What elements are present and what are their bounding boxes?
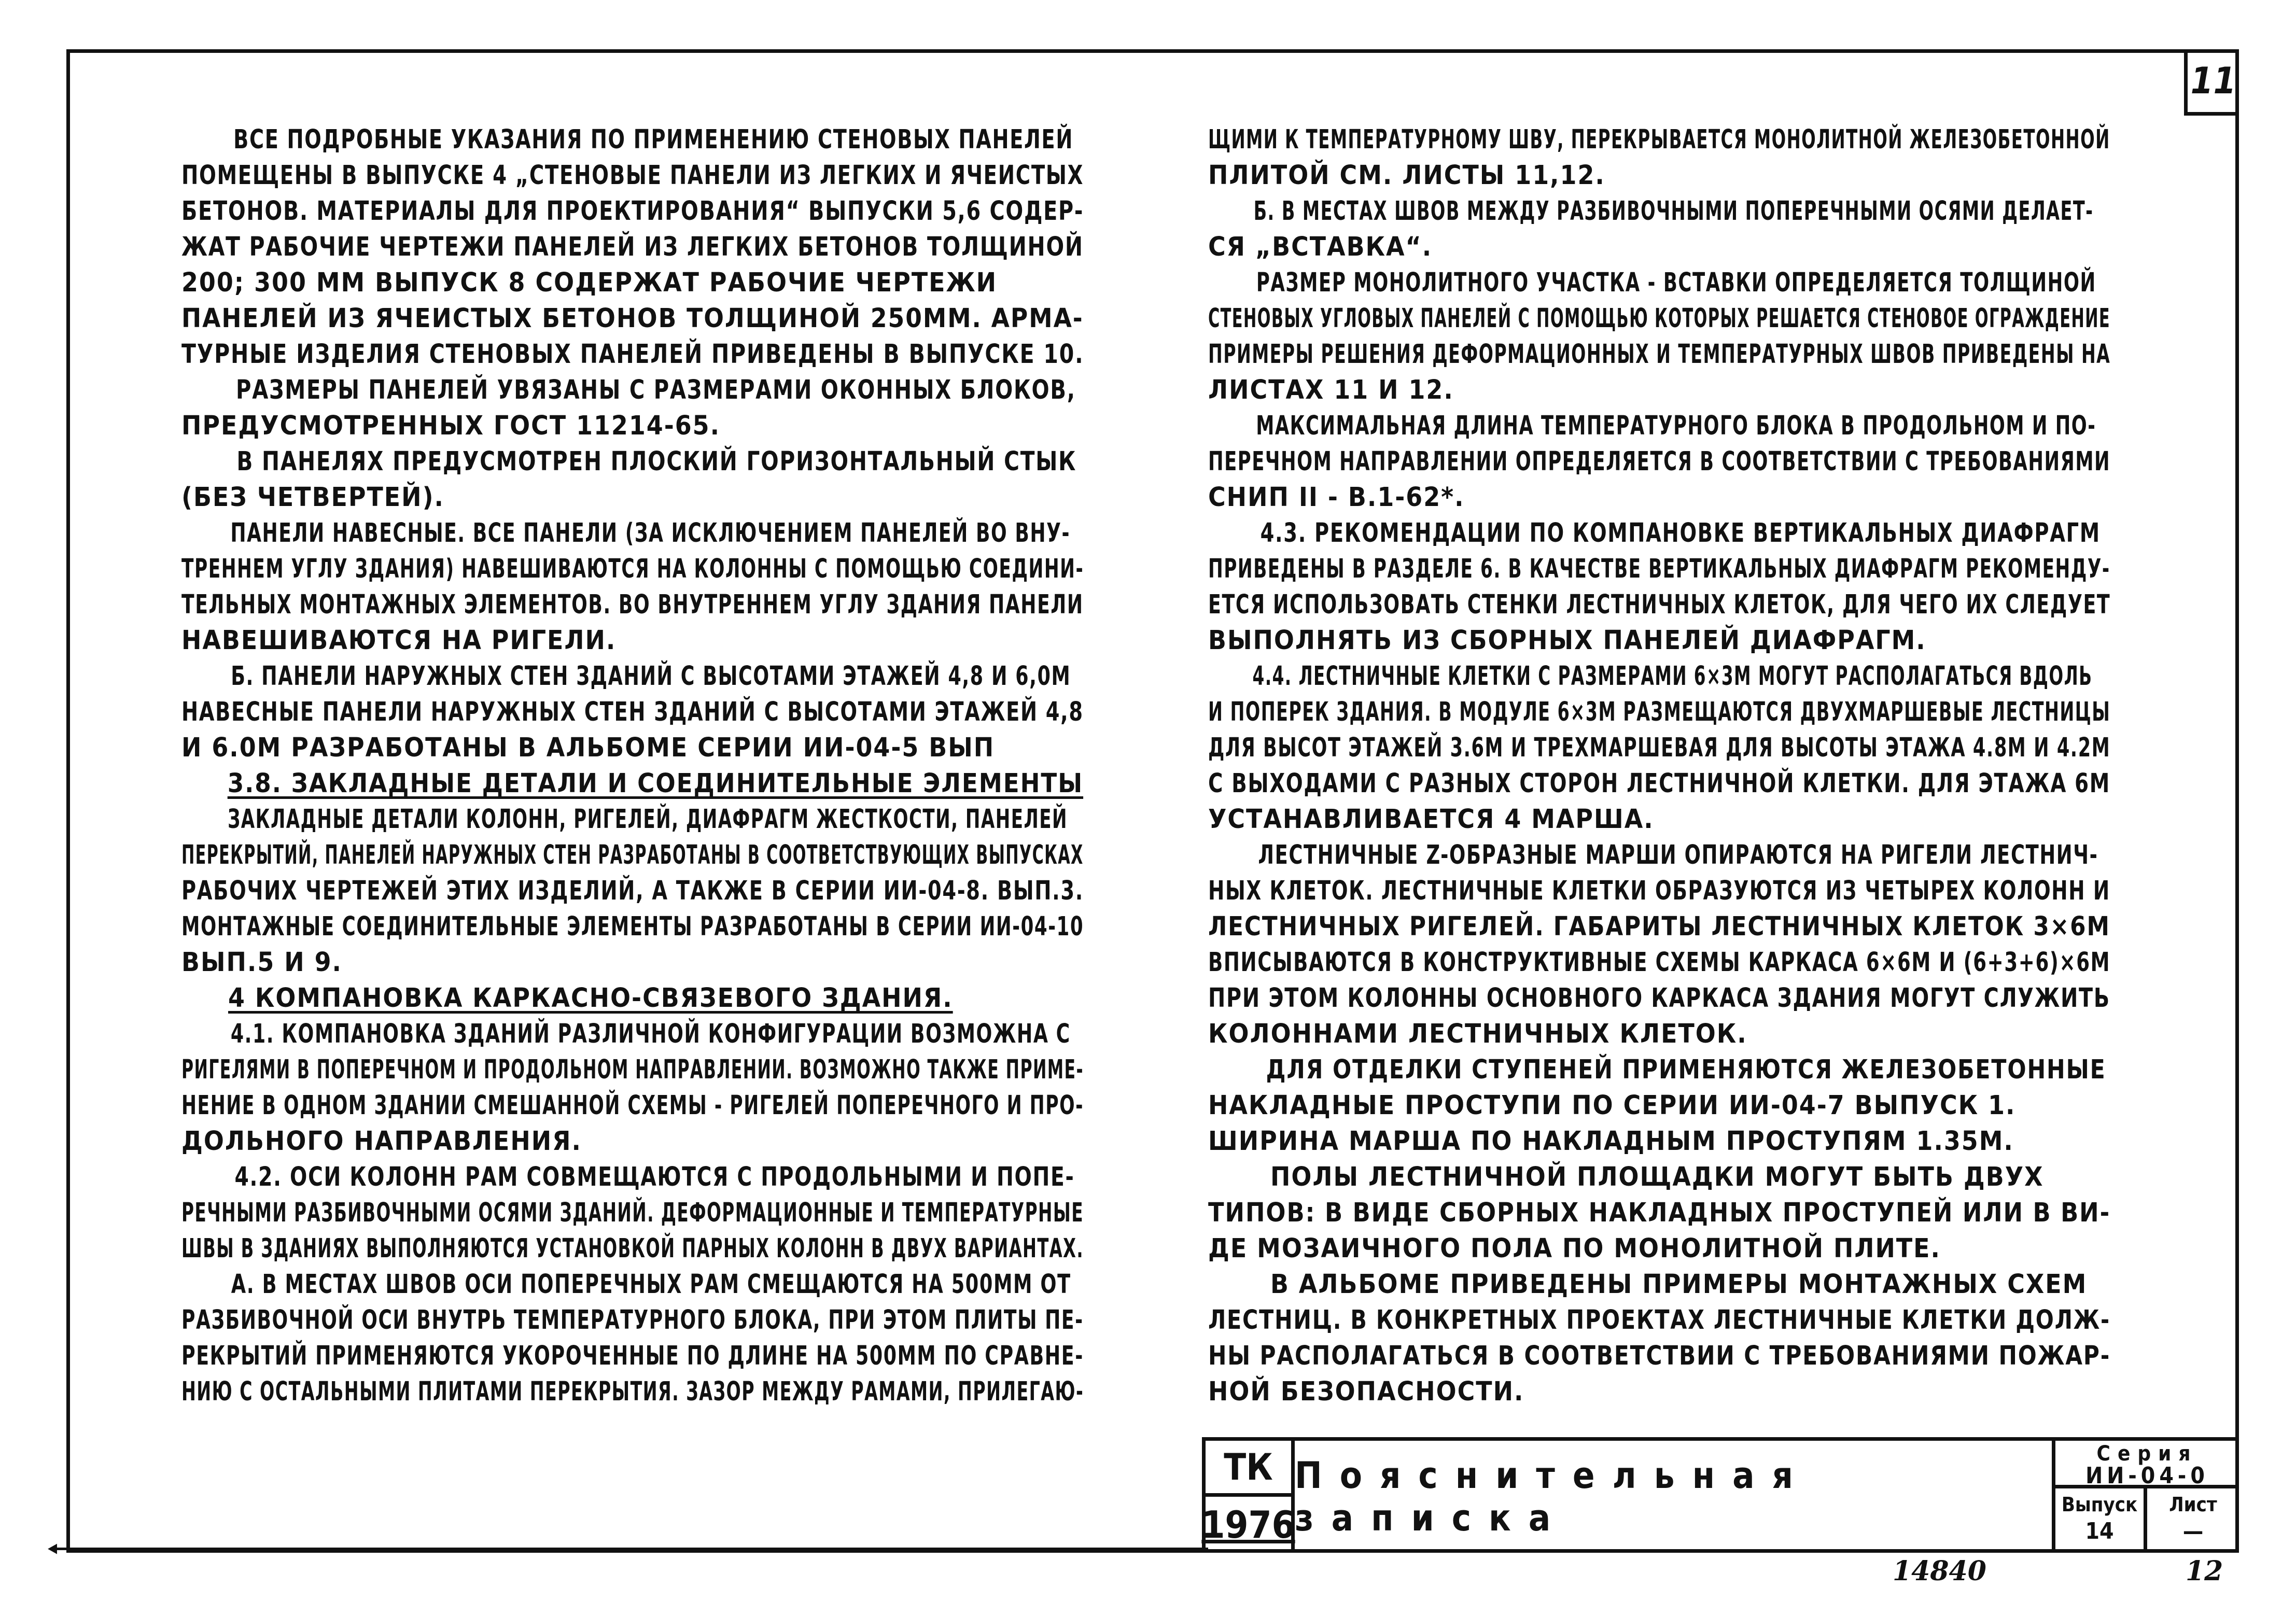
text-line: НИЮ С ОСТАЛЬНЫМИ ПЛИТАМИ ПЕРЕКРЫТИЯ. ЗАЗОР МЕЖДУ РАМАМИ, ПРИЛЕГАЮ- <box>181 1376 1084 1407</box>
text-line: РАЗМЕР МОНОЛИТНОГО УЧАСТКА - ВСТАВКИ ОПРЕДЕЛЯЕТСЯ ТОЛЩИНОЙ <box>1256 268 2096 298</box>
series-label: Серия <box>2096 1442 2198 1466</box>
text-line: ЖАТ РАБОЧИЕ ЧЕРТЕЖИ ПАНЕЛЕЙ ИЗ ЛЕГКИХ БЕТОНОВ ТОЛЩИНОЙ <box>181 232 1084 262</box>
text-line: СЯ „ВСТАВКА“. <box>1208 232 1433 262</box>
inventory-number: 14840 <box>1893 1555 1986 1587</box>
text-line: РЕКРЫТИЙ ПРИМЕНЯЮТСЯ УКОРОЧЕННЫЕ ПО ДЛИНЕ НА 500ММ ПО СРАВНЕ- <box>181 1341 1084 1371</box>
text-line: ВСЕ ПОДРОБНЫЕ УКАЗАНИЯ ПО ПРИМЕНЕНИЮ СТЕНОВЫХ ПАНЕЛЕЙ <box>233 124 1074 155</box>
bottom-rule <box>52 1548 1208 1550</box>
text-line: ПЛИТОЙ СМ. ЛИСТЫ 11,12. <box>1208 160 1605 191</box>
sheet-cell <box>2147 1488 2239 1553</box>
text-line: 200; 300 ММ ВЫПУСК 8 СОДЕРЖАТ РАБОЧИЕ ЧЕРТЕЖИ <box>181 268 998 298</box>
org-year: 1976 <box>1201 1503 1295 1547</box>
text-line: И ПОПЕРЕК ЗДАНИЯ. В МОДУЛЕ 6×3М РАЗМЕЩАЮТСЯ ДВУХМАРШЕВЫЕ ЛЕСТНИЦЫ <box>1208 697 2111 727</box>
text-line: ПОЛЫ ЛЕСТНИЧНОЙ ПЛОЩАДКИ МОГУТ БЫТЬ ДВУХ <box>1270 1162 2044 1192</box>
sheet-number: 11 <box>2184 49 2239 116</box>
text-line: ДОЛЬНОГО НАПРАВЛЕНИЯ. <box>181 1126 582 1157</box>
sheet-label: Лист <box>2169 1493 2217 1516</box>
title-block <box>1202 1437 2239 1553</box>
text-line: И 6.0М РАЗРАБОТАНЫ В АЛЬБОМЕ СЕРИИ ИИ-04-5 ВЫП <box>181 733 995 763</box>
text-line: НОЙ БЕЗОПАСНОСТИ. <box>1208 1376 1524 1407</box>
text-line: ВЫПОЛНЯТЬ ИЗ СБОРНЫХ ПАНЕЛЕЙ ДИАФРАГМ. <box>1208 625 1926 656</box>
text-line: (БЕЗ ЧЕТВЕРТЕЙ). <box>181 482 444 513</box>
text-line: ЛИСТАХ 11 И 12. <box>1208 375 1454 405</box>
text-line: Б. ПАНЕЛИ НАРУЖНЫХ СТЕН ЗДАНИЙ С ВЫСОТАМИ ЭТАЖЕЙ 4,8 И 6,0М <box>231 661 1071 692</box>
text-line: В АЛЬБОМЕ ПРИВЕДЕНЫ ПРИМЕРЫ МОНТАЖНЫХ СХЕМ <box>1270 1269 2088 1300</box>
text-line: ДЛЯ ОТДЕЛКИ СТУПЕНЕЙ ПРИМЕНЯЮТСЯ ЖЕЛЕЗОБЕТОННЫЕ <box>1266 1055 2106 1085</box>
text-line: БЕТОНОВ. МАТЕРИАЛЫ ДЛЯ ПРОЕКТИРОВАНИЯ“ ВЫПУСКИ 5,6 СОДЕР- <box>181 196 1084 227</box>
text-line: Б. В МЕСТАХ ШВОВ МЕЖДУ РАЗБИВОЧНЫМИ ПОПЕРЕЧНЫМИ ОСЯМИ ДЕЛАЕТ- <box>1253 196 2094 227</box>
title-block-meta <box>2052 1441 2239 1553</box>
text-line: ДЛЯ ВЫСОТ ЭТАЖЕЙ 3.6М И ТРЕХМАРШЕВАЯ ДЛЯ ВЫСОТЫ ЭТАЖА 4.8М И 4.2М <box>1208 733 2111 763</box>
text-line: ВЫП.5 И 9. <box>181 947 342 978</box>
text-line: А. В МЕСТАХ ШВОВ ОСИ ПОПЕРЕЧНЫХ РАМ СМЕЩАЮТСЯ НА 500ММ ОТ <box>231 1269 1071 1300</box>
text-line: НАВЕСНЫЕ ПАНЕЛИ НАРУЖНЫХ СТЕН ЗДАНИЙ С ВЫСОТАМИ ЭТАЖЕЙ 4,8 <box>181 697 1084 727</box>
text-line: ЛЕСТНИЧНЫЕ Z-ОБРАЗНЫЕ МАРШИ ОПИРАЮТСЯ НА РИГЕЛИ ЛЕСТНИЧ- <box>1258 840 2098 870</box>
text-line: УСТАНАВЛИВАЕТСЯ 4 МАРША. <box>1208 804 1654 835</box>
text-line: ШВЫ В ЗДАНИЯХ ВЫПОЛНЯЮТСЯ УСТАНОВКОЙ ПАРНЫХ КОЛОНН В ДВУХ ВАРИАНТАХ. <box>181 1233 1084 1264</box>
text-line: ПАНЕЛИ НАВЕСНЫЕ. ВСЕ ПАНЕЛИ (ЗА ИСКЛЮЧЕНИЕМ ПАНЕЛЕЙ ВО ВНУ- <box>230 518 1071 549</box>
text-line: НЫ РАСПОЛАГАТЬСЯ В СООТВЕТСТВИИ С ТРЕБОВАНИЯМИ ПОЖАР- <box>1208 1341 2111 1371</box>
org-code: ТК <box>1206 1441 1291 1497</box>
text-line: МАКСИМАЛЬНАЯ ДЛИНА ТЕМПЕРАТУРНОГО БЛОКА В ПРОДОЛЬНОМ И ПО- <box>1256 411 2096 441</box>
text-line: РАЗБИВОЧНОЙ ОСИ ВНУТРЬ ТЕМПЕРАТУРНОГО БЛОКА, ПРИ ЭТОМ ПЛИТЫ ПЕ- <box>181 1305 1084 1336</box>
text-line: РАЗМЕРЫ ПАНЕЛЕЙ УВЯЗАНЫ С РАЗМЕРАМИ ОКОННЫХ БЛОКОВ, <box>236 375 1076 405</box>
issue-label: Выпуск <box>2061 1493 2138 1516</box>
section-heading: 4 КОМПАНОВКА КАРКАСНО-СВЯЗЕВОГО ЗДАНИЯ. <box>228 983 953 1014</box>
text-line: ДЕ МОЗАИЧНОГО ПОЛА ПО МОНОЛИТНОЙ ПЛИТЕ. <box>1208 1233 1941 1264</box>
text-line: НЫХ КЛЕТОК. ЛЕСТНИЧНЫЕ КЛЕТКИ ОБРАЗУЮТСЯ ИЗ ЧЕТЫРЕХ КОЛОНН И <box>1208 876 2110 906</box>
text-line: НАВЕШИВАЮТСЯ НА РИГЕЛИ. <box>181 625 617 656</box>
text-line: КОЛОННАМИ ЛЕСТНИЧНЫХ КЛЕТОК. <box>1208 1019 1747 1049</box>
text-line: ТИПОВ: В ВИДЕ СБОРНЫХ НАКЛАДНЫХ ПРОСТУПЕЙ ИЛИ В ВИ- <box>1208 1198 2111 1228</box>
text-line: В ПАНЕЛЯХ ПРЕДУСМОТРЕН ПЛОСКИЙ ГОРИЗОНТАЛЬНЫЙ СТЫК <box>236 446 1077 477</box>
text-line: ШИРИНА МАРША ПО НАКЛАДНЫМ ПРОСТУПЯМ 1.35М. <box>1208 1126 2014 1157</box>
text-line: ЗАКЛАДНЫЕ ДЕТАЛИ КОЛОНН, РИГЕЛЕЙ, ДИАФРАГМ ЖЕСТКОСТИ, ПАНЕЛЕЙ <box>228 804 1068 835</box>
text-line: ПРИВЕДЕНЫ В РАЗДЕЛЕ 6. В КАЧЕСТВЕ ВЕРТИКАЛЬНЫХ ДИАФРАГМ РЕКОМЕНДУ- <box>1208 554 2110 584</box>
text-line: РАБОЧИХ ЧЕРТЕЖЕЙ ЭТИХ ИЗДЕЛИЙ, А ТАКЖЕ В СЕРИИ ИИ-04-8. ВЫП.3. <box>181 876 1084 906</box>
text-line: ЛЕСТНИЧНЫХ РИГЕЛЕЙ. ГАБАРИТЫ ЛЕСТНИЧНЫХ КЛЕТОК 3×6М <box>1208 911 2110 942</box>
text-line: ПРИ ЭТОМ КОЛОННЫ ОСНОВНОГО КАРКАСА ЗДАНИЯ МОГУТ СЛУЖИТЬ <box>1208 983 2110 1014</box>
text-line: 4.1. КОМПАНОВКА ЗДАНИЙ РАЗЛИЧНОЙ КОНФИГУРАЦИИ ВОЗМОЖНА С <box>230 1019 1071 1049</box>
issue-value: 14 <box>2085 1518 2114 1544</box>
section-heading: 3.8. ЗАКЛАДНЫЕ ДЕТАЛИ И СОЕДИНИТЕЛЬНЫЕ ЭЛЕМЕНТЫ <box>227 768 1084 799</box>
text-line: ПОМЕЩЕНЫ В ВЫПУСКЕ 4 „СТЕНОВЫЕ ПАНЕЛИ ИЗ ЛЕГКИХ И ЯЧЕИСТЫХ <box>181 160 1084 191</box>
text-line: СНИП II - В.1-62*. <box>1208 482 1465 513</box>
series-cell <box>2055 1441 2239 1488</box>
issue-cell <box>2055 1488 2147 1553</box>
text-line: ТЕЛЬНЫХ МОНТАЖНЫХ ЭЛЕМЕНТОВ. ВО ВНУТРЕННЕМ УГЛУ ЗДАНИЯ ПАНЕЛИ <box>181 589 1084 620</box>
text-line: ЩИМИ К ТЕМПЕРАТУРНОМУ ШВУ, ПЕРЕКРЫВАЕТСЯ МОНОЛИТНОЙ ЖЕЛЕЗОБЕТОННОЙ <box>1208 124 2110 155</box>
document-title: Пояснительная записка <box>1295 1454 1811 1539</box>
text-line: МОНТАЖНЫЕ СОЕДИНИТЕЛЬНЫЕ ЭЛЕМЕНТЫ РАЗРАБОТАНЫ В СЕРИИ ИИ-04-10 <box>181 911 1084 942</box>
right-text-column <box>1208 122 2110 1410</box>
text-line: ВПИСЫВАЮТСЯ В КОНСТРУКТИВНЫЕ СХЕМЫ КАРКАСА 6×6М И (6+3+6)×6М <box>1208 947 2111 978</box>
text-line: ТРЕННЕМ УГЛУ ЗДАНИЯ) НАВЕШИВАЮТСЯ НА КОЛОННЫ С ПОМОЩЬЮ СОЕДИНИ- <box>181 554 1084 584</box>
sheet-value: — <box>2182 1518 2204 1544</box>
text-line: СТЕНОВЫХ УГЛОВЫХ ПАНЕЛЕЙ С ПОМОЩЬЮ КОТОРЫХ РЕШАЕТСЯ СТЕНОВОЕ ОГРАЖДЕНИЕ <box>1208 303 2111 334</box>
series-value: ИИ-04-0 <box>2085 1463 2209 1489</box>
text-line: 4.4. ЛЕСТНИЧНЫЕ КЛЕТКИ С РАЗМЕРАМИ 6×3М МОГУТ РАСПОЛАГАТЬСЯ ВДОЛЬ <box>1252 661 2093 692</box>
text-line: РИГЕЛЯМИ В ПОПЕРЕЧНОМ И ПРОДОЛЬНОМ НАПРАВЛЕНИИ. ВОЗМОЖНО ТАКЖЕ ПРИМЕ- <box>181 1055 1084 1085</box>
text-line: 4.3. РЕКОМЕНДАЦИИ ПО КОМПАНОВКЕ ВЕРТИКАЛЬНЫХ ДИАФРАГМ <box>1260 518 2101 549</box>
text-line: РЕЧНЫМИ РАЗБИВОЧНЫМИ ОСЯМИ ЗДАНИЙ. ДЕФОРМАЦИОННЫЕ И ТЕМПЕРАТУРНЫЕ <box>181 1198 1084 1228</box>
text-line: ПЕРЕКРЫТИЙ, ПАНЕЛЕЙ НАРУЖНЫХ СТЕН РАЗРАБОТАНЫ В СООТВЕТСТВУЮЩИХ ВЫПУСКАХ <box>181 840 1084 870</box>
text-line: ПЕРЕЧНОМ НАПРАВЛЕНИИ ОПРЕДЕЛЯЕТСЯ В СООТВЕТСТВИИ С ТРЕБОВАНИЯМИ <box>1208 446 2111 477</box>
text-line: 4.2. ОСИ КОЛОНН РАМ СОВМЕЩАЮТСЯ С ПРОДОЛЬНЫМИ И ПОПЕ- <box>234 1162 1075 1192</box>
text-line: ЛЕСТНИЦ. В КОНКРЕТНЫХ ПРОЕКТАХ ЛЕСТНИЧНЫЕ КЛЕТКИ ДОЛЖ- <box>1208 1305 2110 1336</box>
text-line: НЕНИЕ В ОДНОМ ЗДАНИИ СМЕШАННОЙ СХЕМЫ - РИГЕЛЕЙ ПОПЕРЕЧНОГО И ПРО- <box>181 1090 1084 1121</box>
text-line: ЕТСЯ ИСПОЛЬЗОВАТЬ СТЕНКИ ЛЕСТНИЧНЫХ КЛЕТОК, ДЛЯ ЧЕГО ИХ СЛЕДУЕТ <box>1208 589 2111 620</box>
arrow-mark-icon: ◂ <box>48 1536 58 1559</box>
text-line: ТУРНЫЕ ИЗДЕЛИЯ СТЕНОВЫХ ПАНЕЛЕЙ ПРИВЕДЕНЫ В ВЫПУСКЕ 10. <box>181 339 1084 370</box>
text-line: НАКЛАДНЫЕ ПРОСТУПИ ПО СЕРИИ ИИ-04-7 ВЫПУСК 1. <box>1208 1090 2016 1121</box>
text-line: ПАНЕЛЕЙ ИЗ ЯЧЕИСТЫХ БЕТОНОВ ТОЛЩИНОЙ 250ММ. АРМА- <box>181 303 1084 334</box>
text-line: ПРИМЕРЫ РЕШЕНИЯ ДЕФОРМАЦИОННЫХ И ТЕМПЕРАТУРНЫХ ШВОВ ПРИВЕДЕНЫ НА <box>1208 339 2111 370</box>
text-line: ПРЕДУСМОТРЕННЫХ ГОСТ 11214-65. <box>181 411 721 441</box>
title-block-org <box>1201 1441 1295 1553</box>
left-text-column <box>181 122 1084 1410</box>
text-line: С ВЫХОДАМИ С РАЗНЫХ СТОРОН ЛЕСТНИЧНОЙ КЛЕТКИ. ДЛЯ ЭТАЖА 6М <box>1208 768 2111 799</box>
page-number: 12 <box>2186 1555 2223 1587</box>
